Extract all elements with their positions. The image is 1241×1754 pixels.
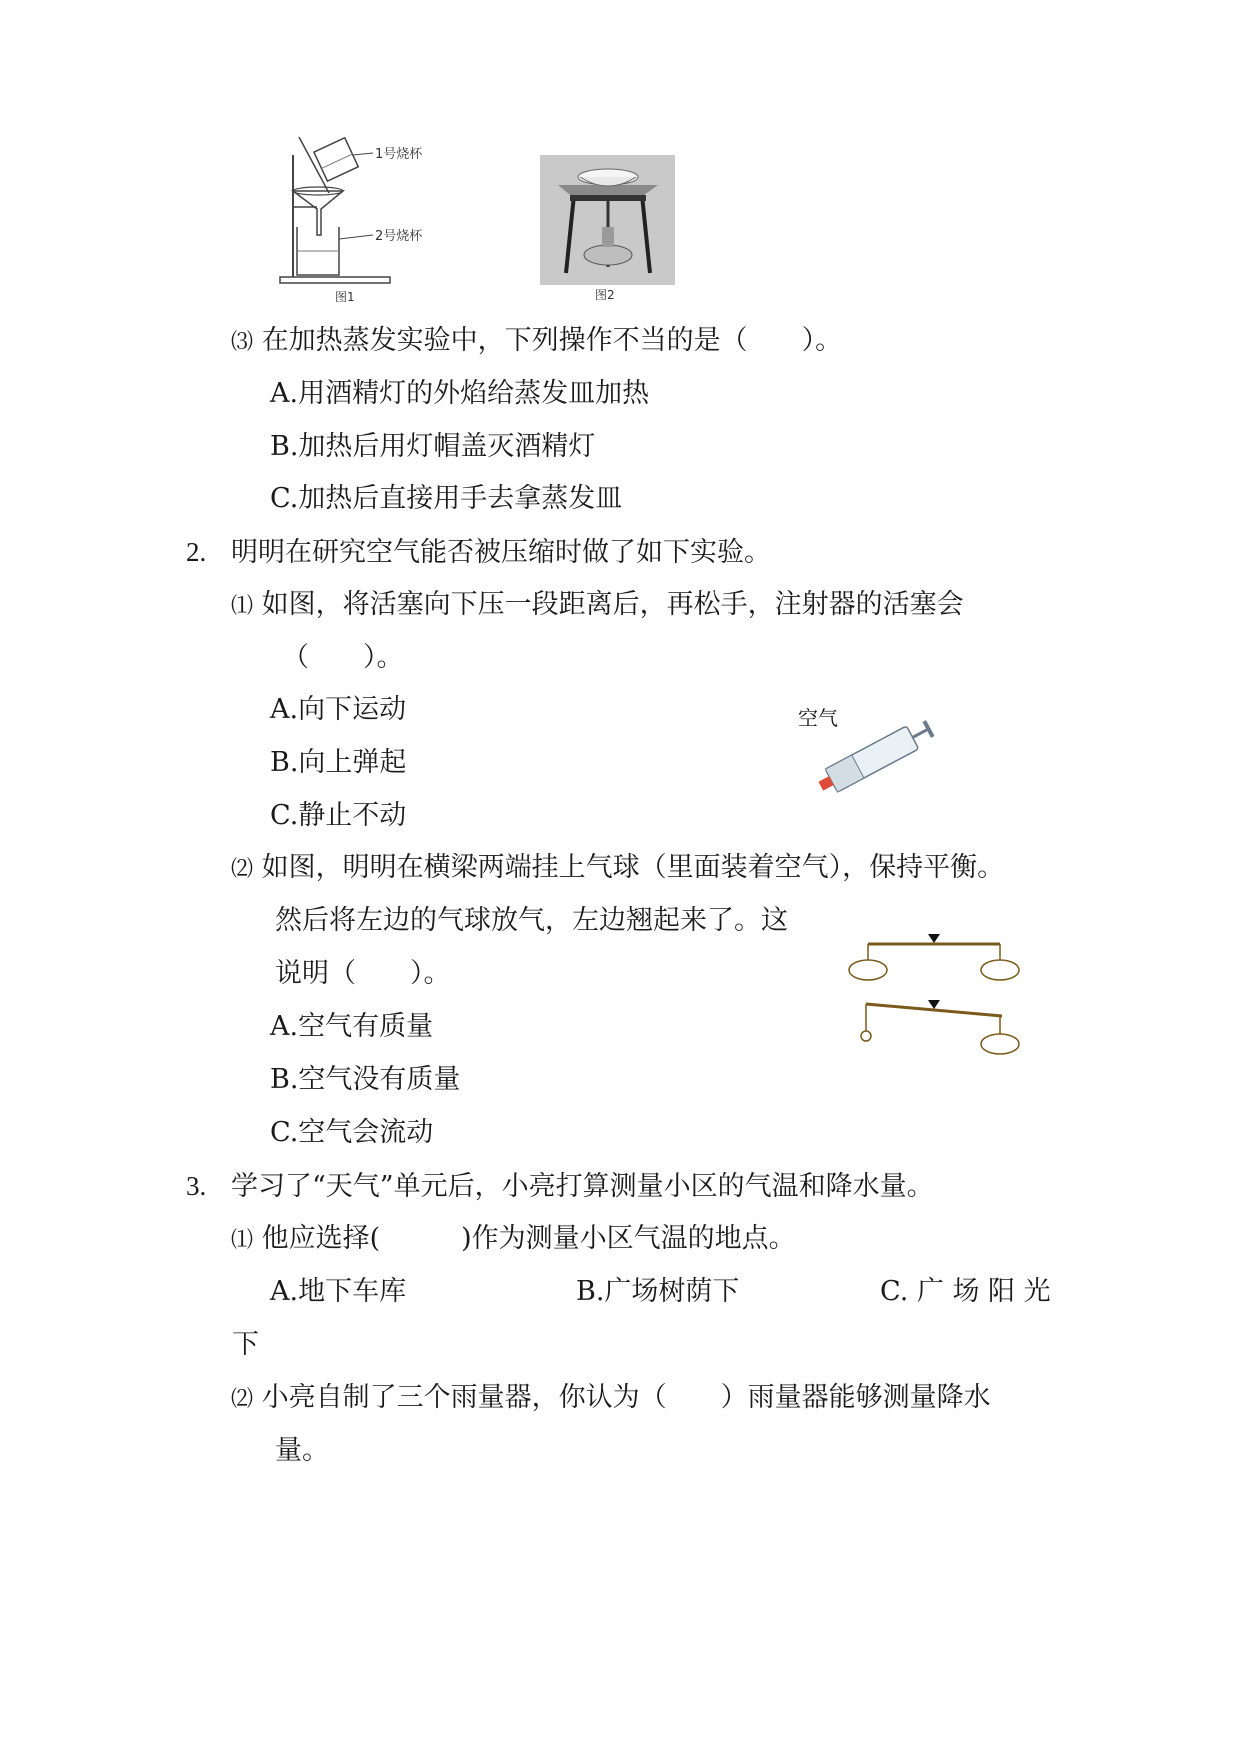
q2-sub1-answer-blank: （ ）。 — [282, 642, 404, 673]
q2-sub1-number: ⑴ — [231, 594, 254, 619]
q2-number: 2. — [186, 537, 207, 567]
q2-sub1-option-a: A.向下运动 — [270, 694, 407, 725]
syringe-air-label: 空气 — [798, 706, 838, 730]
q3-sub1-option-c: C. 广 场 阳 光 — [880, 1276, 1051, 1307]
q3-sub1-question — [231, 1222, 796, 1258]
q2-sub2-option-a: A.空气有质量 — [270, 1011, 434, 1042]
q1-sub3-option-c: C.加热后直接用手去拿蒸发皿 — [270, 483, 623, 514]
figure-1-caption: 图1 — [335, 290, 355, 304]
q3-sub2-question — [231, 1381, 991, 1417]
q3-sub2-text: 小亮自制了三个雨量器，你认为（ ）雨量器能够测量降水 — [261, 1382, 991, 1413]
q2-sub1-question — [231, 588, 964, 624]
q2-sub2-option-b: B.空气没有质量 — [270, 1064, 461, 1095]
q3-text: 学习了“天气”单元后，小亮打算测量小区的气温和降水量。 — [231, 1171, 934, 1202]
q3-sub1-option-c-cont: 下 — [232, 1329, 259, 1360]
q2-sub2-text-cont2: 说明（ ）。 — [275, 958, 451, 989]
q3-sub2-text-cont: 量。 — [275, 1435, 329, 1466]
q1-sub3-question — [231, 324, 842, 360]
label-beaker-2: 2号烧杯 — [375, 229, 423, 244]
q2-sub1-text: 如图，将活塞向下压一段距离后，再松手，注射器的活塞会 — [261, 589, 964, 620]
q2-sub2-number: ⑵ — [231, 857, 254, 882]
q3-sub1-text: 他应选择( )作为测量小区气温的地点。 — [261, 1223, 796, 1254]
q3-sub1-option-a: A.地下车库 — [270, 1276, 407, 1307]
filtration-apparatus-figure — [275, 135, 475, 310]
figure-2-caption: 图2 — [595, 288, 615, 302]
q1-sub3-number: ⑶ — [231, 330, 254, 355]
q3-sub1-option-b: B.广场树荫下 — [576, 1276, 740, 1307]
evaporating-dish-drawing — [540, 155, 675, 285]
q2-sub2-option-c: C.空气会流动 — [270, 1117, 434, 1148]
evaporation-photo-figure — [540, 155, 675, 285]
q2-sub1-option-b: B.向上弹起 — [270, 747, 407, 778]
balloon-balance-figure — [848, 930, 1023, 1065]
q3-sub1-number: ⑴ — [231, 1228, 254, 1253]
q1-sub3-text: 在加热蒸发实验中，下列操作不当的是（ ）。 — [261, 325, 843, 356]
q3-question — [186, 1169, 934, 1204]
figure-2-caption-wrap — [595, 286, 625, 304]
q2-question — [186, 535, 771, 570]
q1-sub3-option-b: B.加热后用灯帽盖灭酒精灯 — [270, 431, 596, 462]
q3-number: 3. — [186, 1171, 207, 1201]
q2-sub2-text-cont1: 然后将左边的气球放气，左边翘起来了。这 — [275, 905, 788, 936]
q2-sub2-question — [231, 851, 1004, 887]
q1-sub3-option-a: A.用酒精灯的外焰给蒸发皿加热 — [270, 378, 650, 409]
syringe-figure — [798, 700, 938, 805]
q3-sub2-number: ⑵ — [231, 1387, 254, 1412]
q2-text: 明明在研究空气能否被压缩时做了如下实验。 — [231, 537, 771, 568]
q2-sub1-option-c: C.静止不动 — [270, 800, 407, 831]
q2-sub2-text: 如图，明明在横梁两端挂上气球（里面装着空气），保持平衡。 — [261, 852, 1005, 883]
label-beaker-1: 1号烧杯 — [375, 147, 423, 162]
